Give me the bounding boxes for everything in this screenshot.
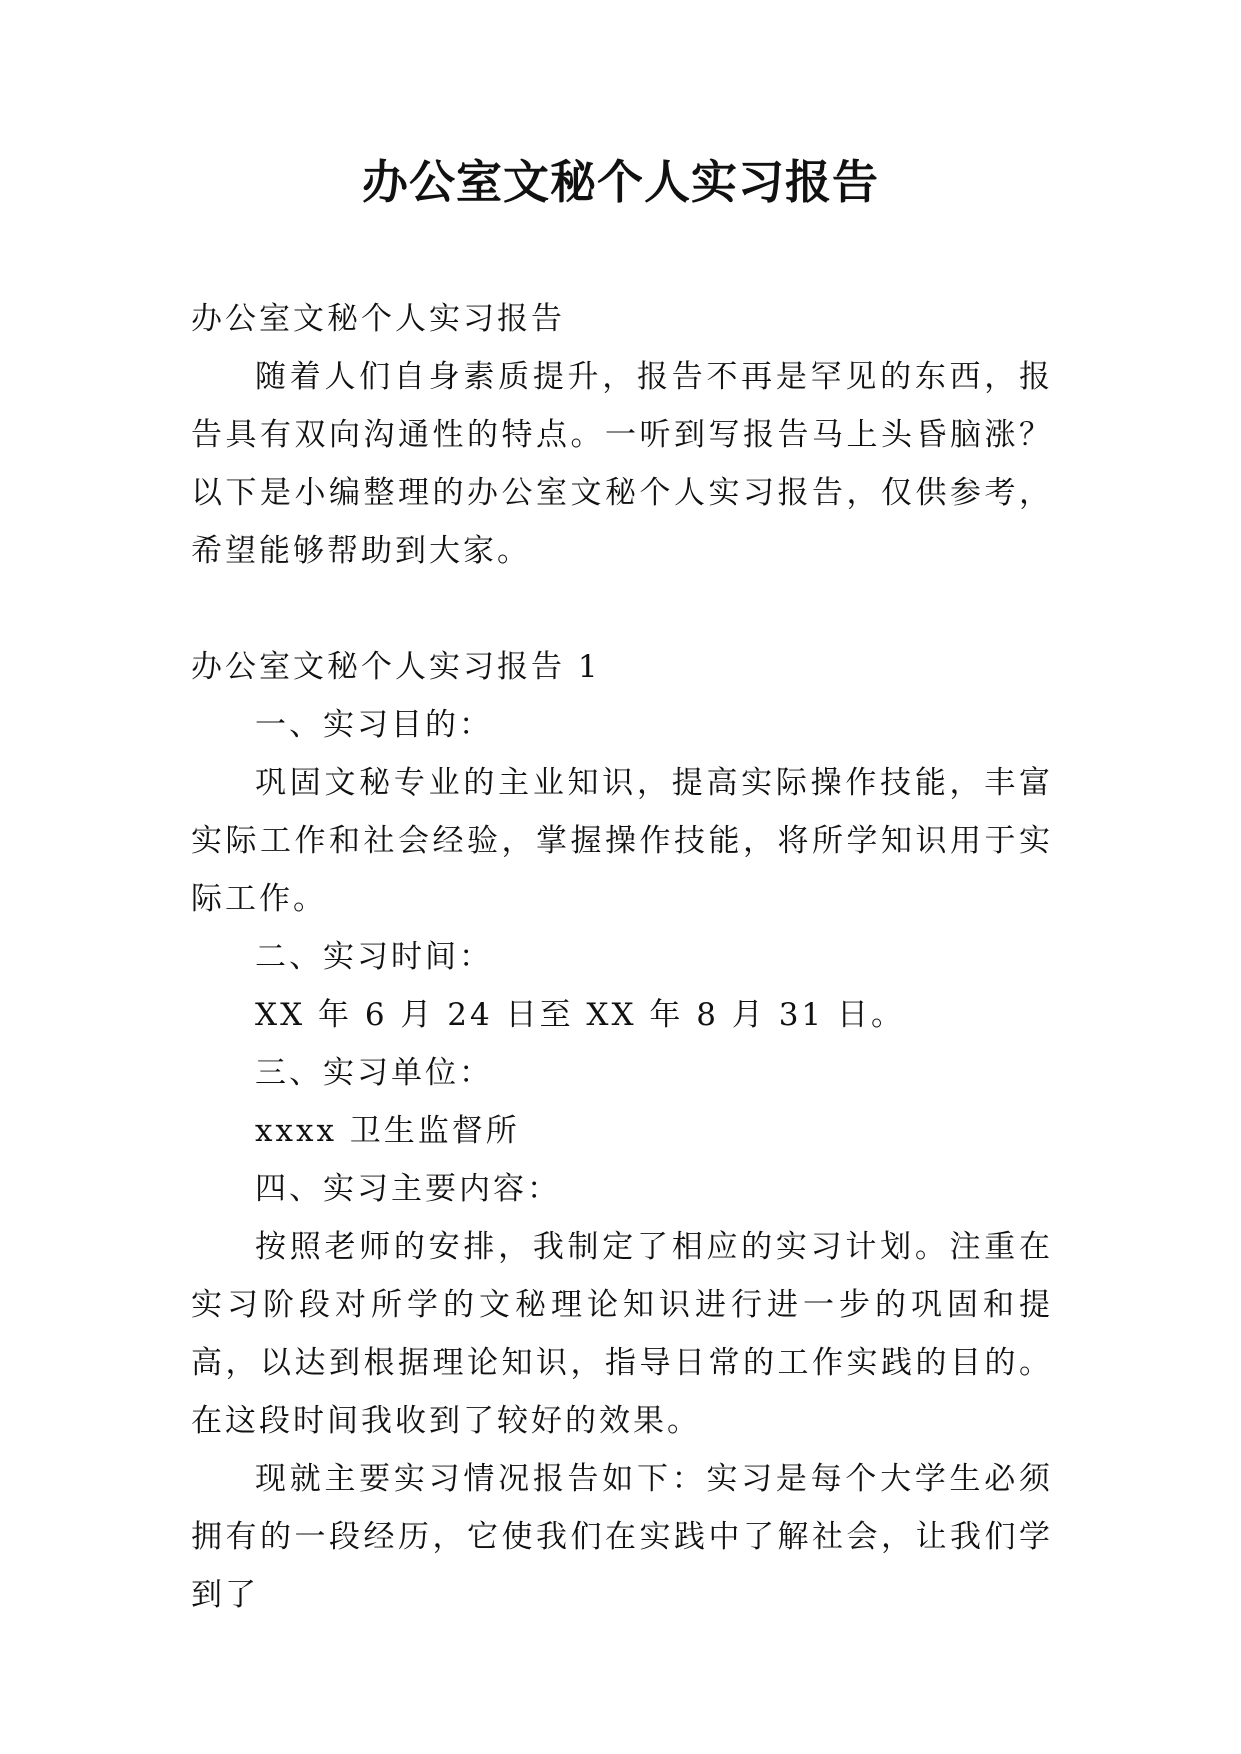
heading-time: 二、实习时间： <box>255 939 493 975</box>
purpose-paragraph: 巩固文秘专业的主业知识，提高实际操作技能，丰富实际工作和社会经验，掌握操作技能，将所学知识用于实际工作。 <box>191 765 1053 917</box>
content-paragraph-1: 按照老师的安排，我制定了相应的实习计划。注重在实习阶段对所学的文秘理论知识进行进一步的巩固和提高，以达到根据理论知识，指导日常的工作实践的目的。在这段时间我收到了较好的效果。 <box>191 1229 1053 1439</box>
content-paragraph-2: 现就主要实习情况报告如下：实习是每个大学生必须拥有的一段经历，它使我们在实践中了解社会，让我们学到了 <box>191 1461 1053 1613</box>
document-title: 办公室文秘个人实习报告 <box>362 155 879 209</box>
intro-paragraph: 随着人们自身素质提升，报告不再是罕见的东西，报告具有双向沟通性的特点。一听到写报告马上头昏脑涨？以下是小编整理的办公室文秘个人实习报告，仅供参考，希望能够帮助到大家。 <box>191 359 1053 569</box>
heading-purpose: 一、实习目的： <box>255 707 493 743</box>
time-paragraph: XX 年 6 月 24 日至 XX 年 8 月 31 日。 <box>255 997 906 1033</box>
paragraph-spacer <box>191 580 1053 638</box>
section-title: 办公室文秘个人实习报告 1 <box>191 649 601 685</box>
document-body <box>191 290 1053 1624</box>
unit-paragraph: xxxx 卫生监督所 <box>255 1113 520 1149</box>
heading-content: 四、实习主要内容： <box>255 1171 561 1207</box>
heading-unit: 三、实习单位： <box>255 1055 493 1091</box>
document-subtitle: 办公室文秘个人实习报告 <box>191 301 565 337</box>
